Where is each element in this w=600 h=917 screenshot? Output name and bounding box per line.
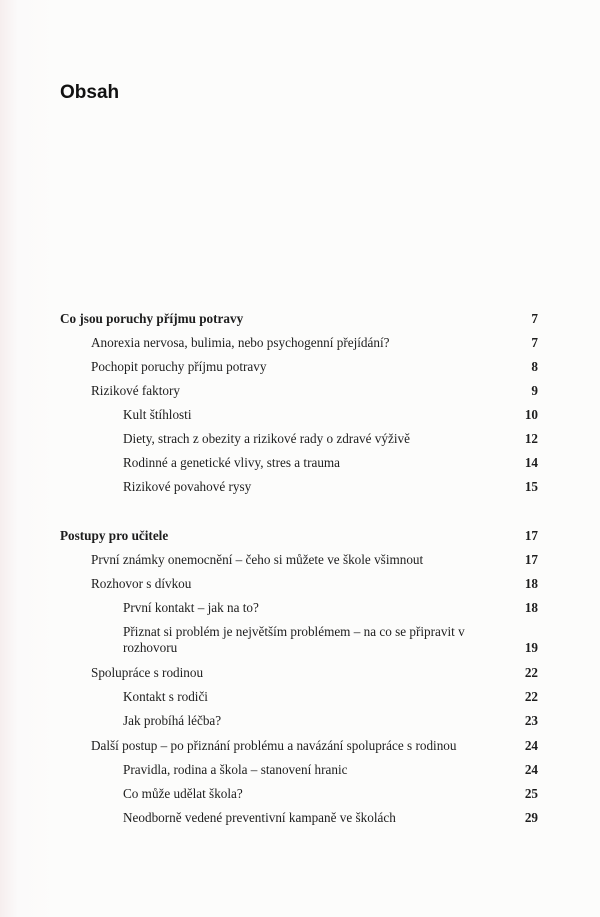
toc-entry-page: 14 [524,455,538,470]
toc-entry-page: 15 [524,479,538,494]
toc-entry-page: 7 [531,335,538,350]
toc-entry-title: První kontakt – jak na to? [123,600,259,615]
toc-entry-page: 29 [524,810,538,825]
toc-entry-title: První známky onemocnění – čeho si můžete ve škole všimnout [91,552,424,567]
toc-entry-title: Diety, strach z obezity a rizikové rady o zdravé výživě [123,431,410,446]
toc-entry-page: 10 [524,407,538,422]
toc-entry-title: Kontakt s rodiči [123,689,208,704]
toc-entry-title: Spolupráce s rodinou [91,665,204,680]
toc-entry-title: Pochopit poruchy příjmu potravy [91,359,267,374]
toc-entry-title: Přiznat si problém je největším problémem – na co se připravit v rozhovoru [123,624,465,655]
toc-entry-title: Rizikové faktory [91,383,180,398]
toc-entry-page: 22 [524,689,538,704]
toc-entry-title: Pravidla, rodina a škola – stanovení hranic [123,762,348,777]
toc-entry-title: Rizikové povahové rysy [123,479,252,494]
toc-entry-title: Neodborně vedené preventivní kampaně ve školách [123,810,396,825]
toc-entry-title: Další postup – po přiznání problému a navázání spolupráce s rodinou [91,738,457,753]
toc-entry-page: 17 [524,552,538,567]
toc-entry-page: 7 [531,311,538,326]
contents-heading: Obsah [60,82,120,103]
toc-entry-page: 9 [531,383,538,398]
toc-entry-page: 18 [524,576,538,591]
toc-entry-title: Rozhovor s dívkou [91,576,192,591]
toc-entry-page: 19 [524,640,538,655]
toc-entry-page: 22 [524,665,538,680]
toc-entry-page: 8 [531,359,538,374]
toc-entry-title: Postupy pro učitele [60,528,169,543]
toc-entry-page: 25 [524,786,538,801]
toc-entry-page: 12 [524,431,538,446]
toc-entry-page: 23 [524,713,538,728]
toc-entry-title: Co může udělat škola? [123,786,243,801]
toc-entry-page: 18 [524,600,538,615]
toc-entry-page: 17 [524,528,538,543]
toc-entry-page: 24 [524,762,538,777]
toc-entry-page: 24 [524,738,538,753]
toc-entry-title: Jak probíhá léčba? [123,713,222,728]
toc-entry-title: Rodinné a genetické vlivy, stres a trauma [123,455,341,470]
toc-entry-title: Anorexia nervosa, bulimia, nebo psychogenní přejídání? [91,335,390,350]
toc-entry-title: Co jsou poruchy příjmu potravy [60,311,244,326]
toc-entry-title: Kult štíhlosti [123,407,192,422]
